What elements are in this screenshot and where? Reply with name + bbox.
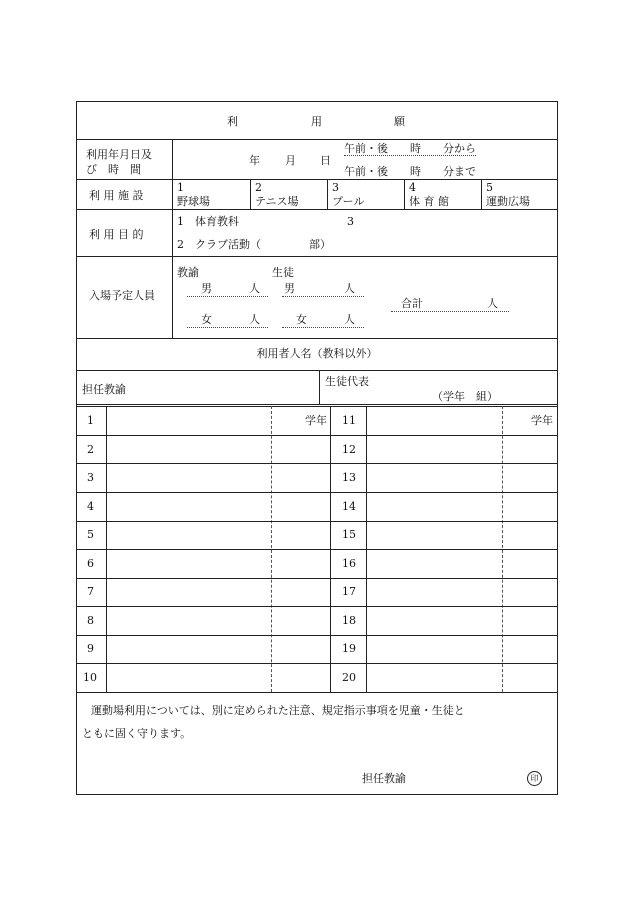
facility-option-gym[interactable] <box>405 179 481 209</box>
person-unit: 人 <box>249 313 260 326</box>
purpose-option-club[interactable]: 2 クラブ活動（ <box>177 238 261 251</box>
roster-number: 2 <box>87 443 94 456</box>
divider <box>77 406 557 407</box>
roster-row-line <box>77 606 557 607</box>
roster-number: 18 <box>342 614 356 627</box>
facility-number: 4 <box>409 181 416 194</box>
facility-option-field[interactable] <box>482 179 557 209</box>
date-label-line2: び 時 間 <box>86 163 141 176</box>
users-section-header: 利用者人名（教科以外） <box>256 347 378 360</box>
facility-name: 体 育 館 <box>409 195 449 208</box>
teachers-female-field[interactable] <box>187 313 268 328</box>
roster-number: 17 <box>342 585 356 598</box>
divider <box>319 370 320 405</box>
roster-number: 3 <box>87 471 94 484</box>
female-label: 女 <box>296 313 307 326</box>
pledge-line-2: ともに固く守ります。 <box>82 727 192 740</box>
facility-name: 運動広場 <box>486 195 530 208</box>
divider <box>77 370 557 371</box>
club-suffix: 部） <box>309 238 331 251</box>
title-char-2: 用 <box>311 115 322 128</box>
label-column-divider <box>172 139 173 338</box>
roster-number: 13 <box>342 471 356 484</box>
pledge-line-1: 運動場利用については、別に定められた注意、規定指示事項を児童・生徒と <box>91 704 465 717</box>
roster-number: 16 <box>342 557 356 570</box>
facility-number: 1 <box>177 181 184 194</box>
signer-label: 担任教諭 <box>362 772 406 785</box>
roster-number: 10 <box>83 671 97 684</box>
male-label: 男 <box>284 282 295 295</box>
female-label: 女 <box>201 313 212 326</box>
roster-number: 12 <box>342 443 356 456</box>
roster-row-line <box>77 635 557 636</box>
total-field[interactable] <box>391 297 509 312</box>
students-female-field[interactable] <box>282 313 364 328</box>
roster-number: 19 <box>342 642 356 655</box>
students-label: 生徒 <box>272 266 294 279</box>
facility-label: 利 用 施 設 <box>89 189 144 202</box>
roster-number: 11 <box>342 414 356 427</box>
roster-number: 14 <box>342 500 356 513</box>
facility-name: プール <box>332 195 365 208</box>
roster-row-line <box>77 521 557 522</box>
facility-option-pool[interactable] <box>328 179 404 209</box>
grade-label-left: 学年 <box>305 414 327 427</box>
roster-row-line <box>77 435 557 436</box>
date-label-line1: 利用年月日及 <box>86 148 152 161</box>
roster-number: 20 <box>342 671 356 684</box>
person-unit: 人 <box>249 282 260 295</box>
teachers-male-field[interactable] <box>187 282 268 297</box>
total-label: 合計 <box>401 297 423 310</box>
start-time-field[interactable]: 午前・後 時 分から <box>344 142 476 155</box>
student-rep-label: 生徒代表 <box>325 375 369 388</box>
divider <box>77 404 557 405</box>
day-unit: 日 <box>320 154 331 167</box>
divider <box>77 209 557 210</box>
roster-row-line <box>77 492 557 493</box>
teachers-label: 教諭 <box>177 266 199 279</box>
grade-class-field[interactable]: （学年 組） <box>432 390 498 403</box>
divider <box>77 139 557 140</box>
roster-row-line <box>77 578 557 579</box>
students-male-field[interactable] <box>282 282 364 297</box>
person-unit: 人 <box>344 282 355 295</box>
person-unit: 人 <box>487 297 498 310</box>
purpose-option-pe[interactable]: 1 体育教科 <box>177 215 239 228</box>
attendance-label: 入場予定人員 <box>89 289 155 302</box>
roster-number: 9 <box>87 642 94 655</box>
roster-number: 15 <box>342 528 356 541</box>
roster-number: 4 <box>87 500 94 513</box>
roster-row-line <box>77 663 557 664</box>
male-label: 男 <box>201 282 212 295</box>
divider <box>77 692 557 693</box>
facility-option-tennis[interactable] <box>251 179 327 209</box>
facility-number: 3 <box>332 181 339 194</box>
facility-name: 野球場 <box>177 195 210 208</box>
facility-name: テニス場 <box>255 195 299 208</box>
end-time-field[interactable]: 午前・後 時 分まで <box>344 165 476 178</box>
roster-number: 7 <box>87 585 94 598</box>
seal-mark-icon: 印 <box>527 771 542 786</box>
facility-number: 2 <box>255 181 262 194</box>
divider <box>77 256 557 257</box>
homeroom-teacher-label: 担任教諭 <box>82 383 126 396</box>
title-char-1: 利 <box>227 115 238 128</box>
grade-label-right: 学年 <box>531 414 553 427</box>
year-unit: 年 <box>249 154 260 167</box>
purpose-option-3[interactable]: 3 <box>347 215 354 228</box>
divider <box>77 338 557 339</box>
facility-option-baseball[interactable] <box>173 179 250 209</box>
roster-number: 1 <box>87 414 94 427</box>
roster-row-line <box>77 549 557 550</box>
month-unit: 月 <box>285 154 296 167</box>
facility-number: 5 <box>486 181 493 194</box>
roster-number: 5 <box>87 528 94 541</box>
purpose-label: 利 用 目 的 <box>89 228 144 241</box>
roster-number: 8 <box>87 614 94 627</box>
person-unit: 人 <box>344 313 355 326</box>
usage-application-form <box>76 101 558 795</box>
roster-number: 6 <box>87 557 94 570</box>
roster-row-line <box>77 463 557 464</box>
title-char-3: 願 <box>394 115 405 128</box>
